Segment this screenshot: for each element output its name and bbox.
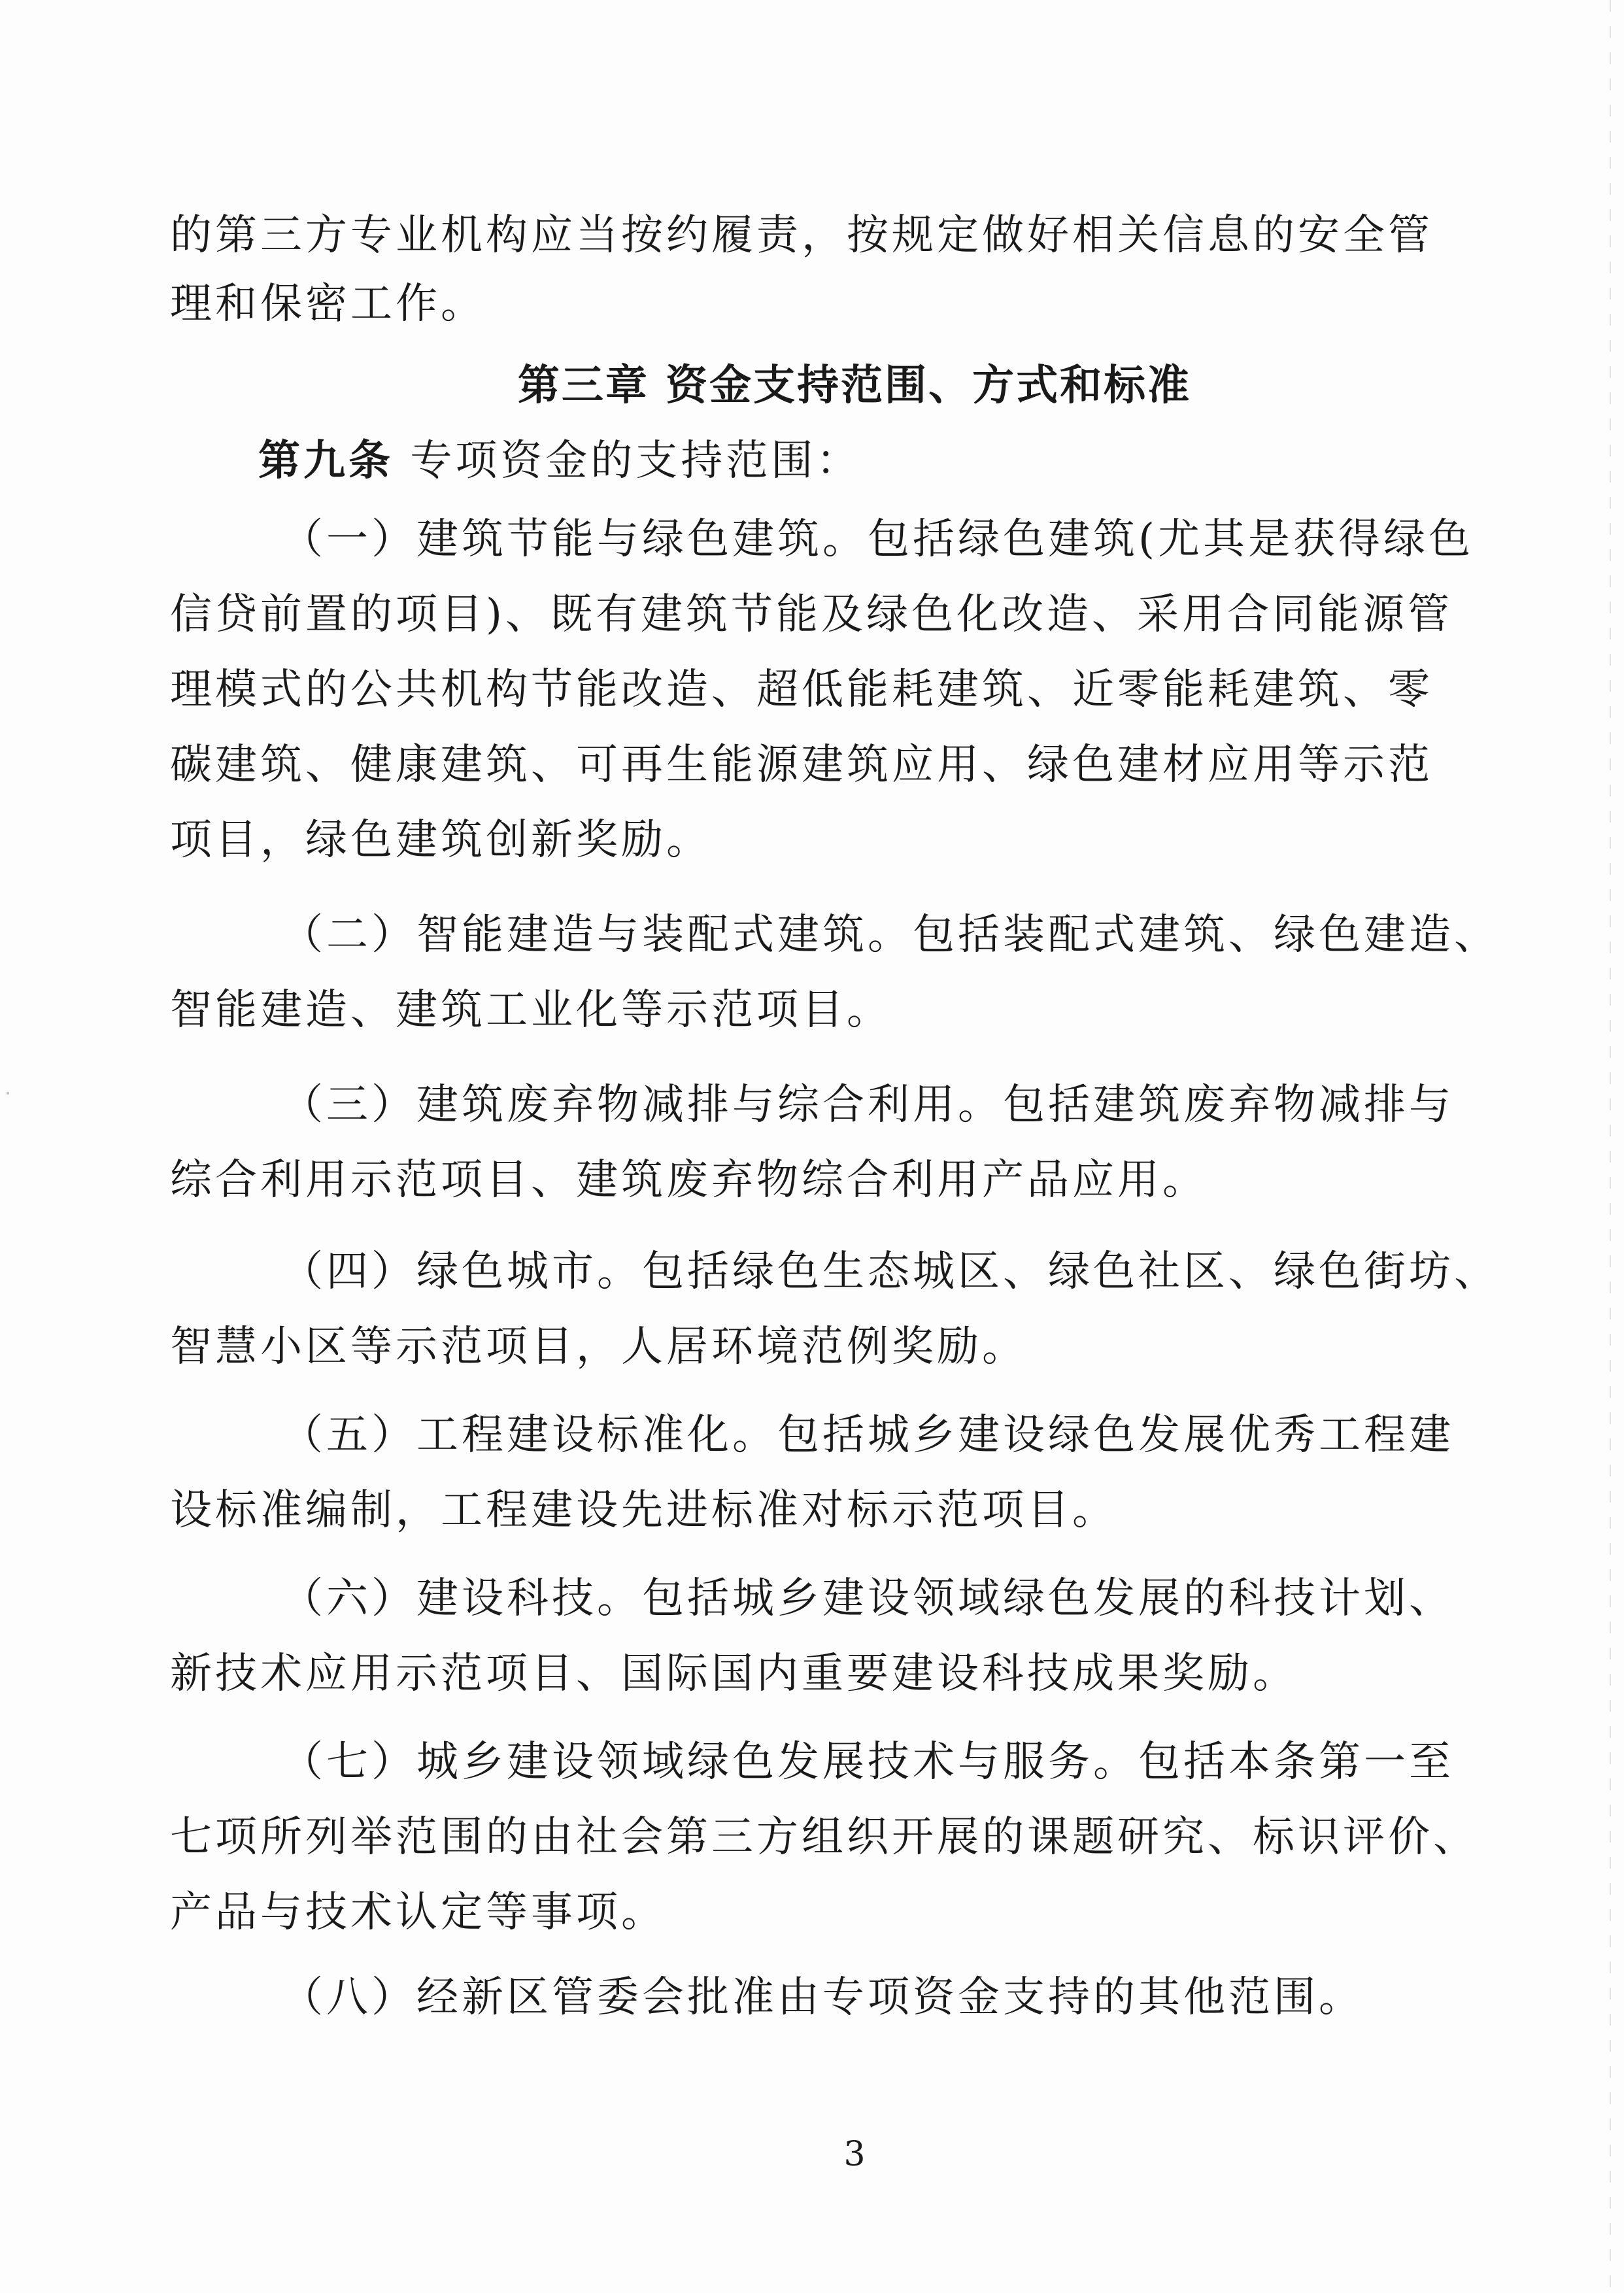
text-line: 的第三方专业机构应当按约履责，按规定做好相关信息的安全管 xyxy=(170,211,1433,260)
item-line: （五）工程建设标准化。包括城乡建设绿色发展优秀工程建 xyxy=(281,1411,1454,1459)
item-line: （七）城乡建设领域绿色发展技术与服务。包括本条第一至 xyxy=(281,1738,1454,1786)
article-label: 第九条 xyxy=(258,437,394,485)
item-line: （四）绿色城市。包括绿色生态城区、绿色社区、绿色街坊、 xyxy=(281,1248,1499,1296)
item-line: （二）智能建造与装配式建筑。包括装配式建筑、绿色建造、 xyxy=(281,911,1499,959)
item-line: 七项所列举范围的由社会第三方组织开展的课题研究、标识评价、 xyxy=(170,1813,1478,1861)
page-number: 3 xyxy=(843,2135,866,2174)
item-line: （三）建筑废弃物减排与综合利用。包括建筑废弃物减排与 xyxy=(281,1081,1454,1129)
item-line: （一）建筑节能与绿色建筑。包括绿色建筑(尤其是获得绿色 xyxy=(281,515,1474,564)
item-line: 智慧小区等示范项目，人居环境范例奖励。 xyxy=(170,1323,1027,1371)
chapter-heading: 第三章 资金支持范围、方式和标准 xyxy=(517,362,1192,410)
article-text: 专项资金的支持范围： xyxy=(410,437,862,485)
item-line: 理模式的公共机构节能改造、超低能耗建筑、近零能耗建筑、零 xyxy=(170,666,1433,714)
item-line: 新技术应用示范项目、国际国内重要建设科技成果奖励。 xyxy=(170,1650,1298,1698)
item-line: 设标准编制，工程建设先进标准对标示范项目。 xyxy=(170,1486,1117,1535)
text-line: 理和保密工作。 xyxy=(170,280,486,328)
item-line: 碳建筑、健康建筑、可再生能源建筑应用、绿色建材应用等示范 xyxy=(170,741,1433,789)
item-line: 产品与技术认定等事项。 xyxy=(170,1888,666,1937)
item-line: 综合利用示范项目、建筑废弃物综合利用产品应用。 xyxy=(170,1156,1208,1204)
scan-dot-artifact xyxy=(7,1092,9,1095)
item-line: （六）建设科技。包括城乡建设领域绿色发展的科技计划、 xyxy=(281,1574,1454,1623)
item-line: 智能建造、建筑工业化等示范项目。 xyxy=(170,986,892,1034)
scan-edge-artifact xyxy=(1610,0,1611,2293)
item-line: 项目，绿色建筑创新奖励。 xyxy=(170,816,711,864)
article-line xyxy=(258,432,861,490)
item-line: （八）经新区管委会批准由专项资金支持的其他范围。 xyxy=(281,1973,1364,2022)
item-line: 信贷前置的项目)、既有建筑节能及绿色化改造、采用合同能源管 xyxy=(170,590,1453,639)
